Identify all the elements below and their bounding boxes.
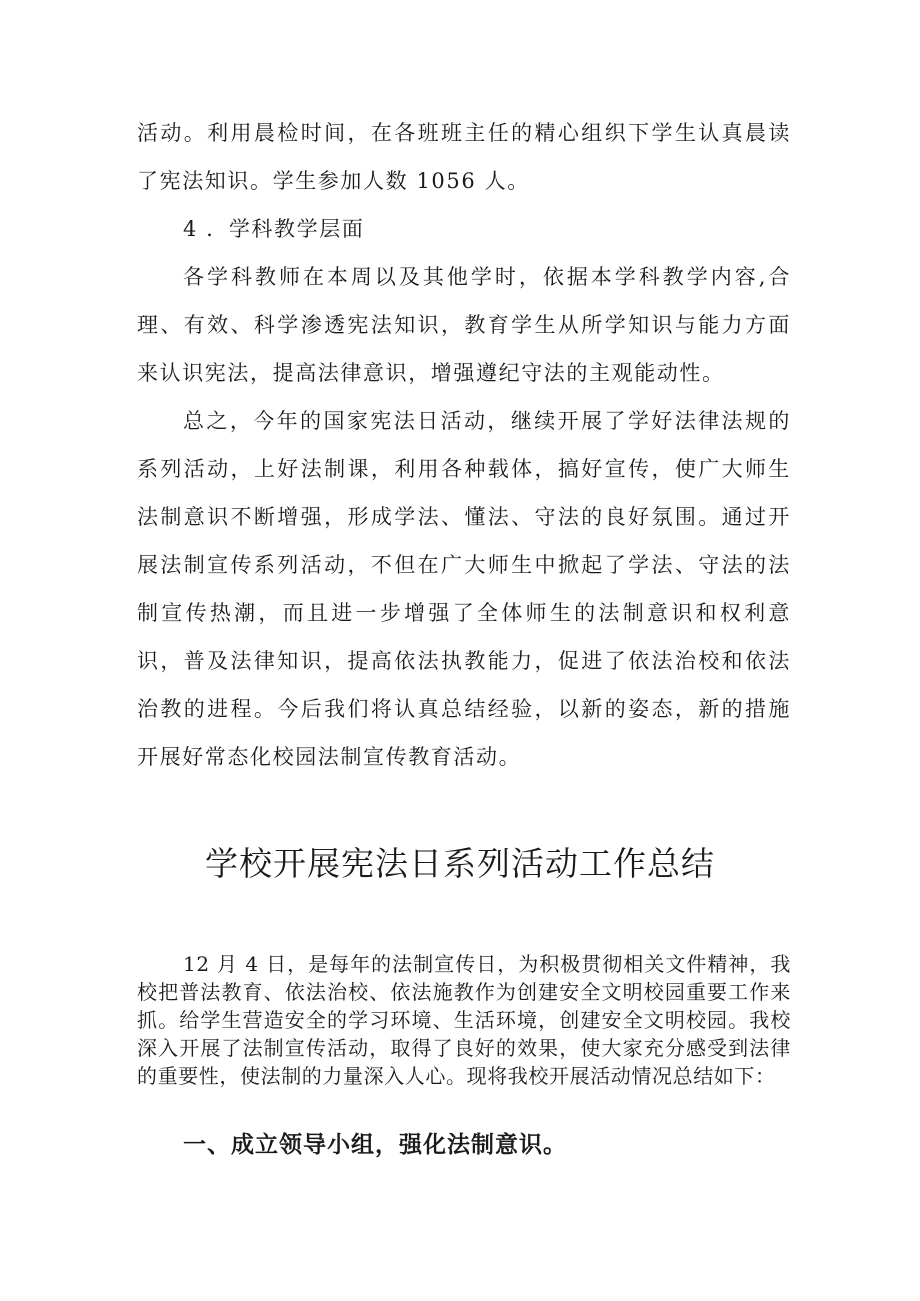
paragraph-section-4	[137, 253, 791, 397]
section-heading-1: 一、成立领导小组，强化法制意识。	[183, 1132, 567, 1158]
paragraph-text: 12 月 4 日，是每年的法制宣传日，为积极贯彻相关文件精神，我校把普法教育、依法治校、依法施教作为创建安全文明校园重要工作来抓。给学生营造安全的学习环境、生活环境，创建安全文明校园。我校深入开展了法制宣传活动，取得了良好的效果，使大家充分感受到法律的重要性，使法制的力量深入人心。现将我校开展活动情况总结如下：	[137, 952, 791, 1088]
paragraph-new-intro	[137, 950, 791, 1090]
section-4-heading: 4 ．学科教学层面	[183, 217, 365, 241]
paragraph-text: 活动。利用晨检时间，在各班班主任的精心组织下学生认真晨读了宪法知识。学生参加人数 1056 人。	[137, 121, 791, 193]
paragraph-summary	[137, 397, 791, 781]
paragraph-text: 各学科教师在本周以及其他学时，依据本学科教学内容,合理、有效、科学渗透宪法知识，教育学生从所学知识与能力方面来认识宪法，提高法律意识，增强遵纪守法的主观能动性。	[137, 265, 791, 385]
paragraph-text: 总之，今年的国家宪法日活动，继续开展了学好法律法规的系列活动，上好法制课，利用各种载体，搞好宣传，使广大师生法制意识不断增强，形成学法、懂法、守法的良好氛围。通过开展法制宣传系列活动，不但在广大师生中掀起了学法、守法的法制宣传热潮，而且进一步增强了全体师生的法制意识和权利意识，普及法律知识，提高依法执教能力，促进了依法治校和依法治教的进程。今后我们将认真总结经验，以新的姿态，新的措施开展好常态化校园法制宣传教育活动。	[137, 409, 791, 769]
document-title: 学校开展宪法日系列活动工作总结	[205, 844, 715, 883]
paragraph-intro-tail	[137, 109, 791, 205]
